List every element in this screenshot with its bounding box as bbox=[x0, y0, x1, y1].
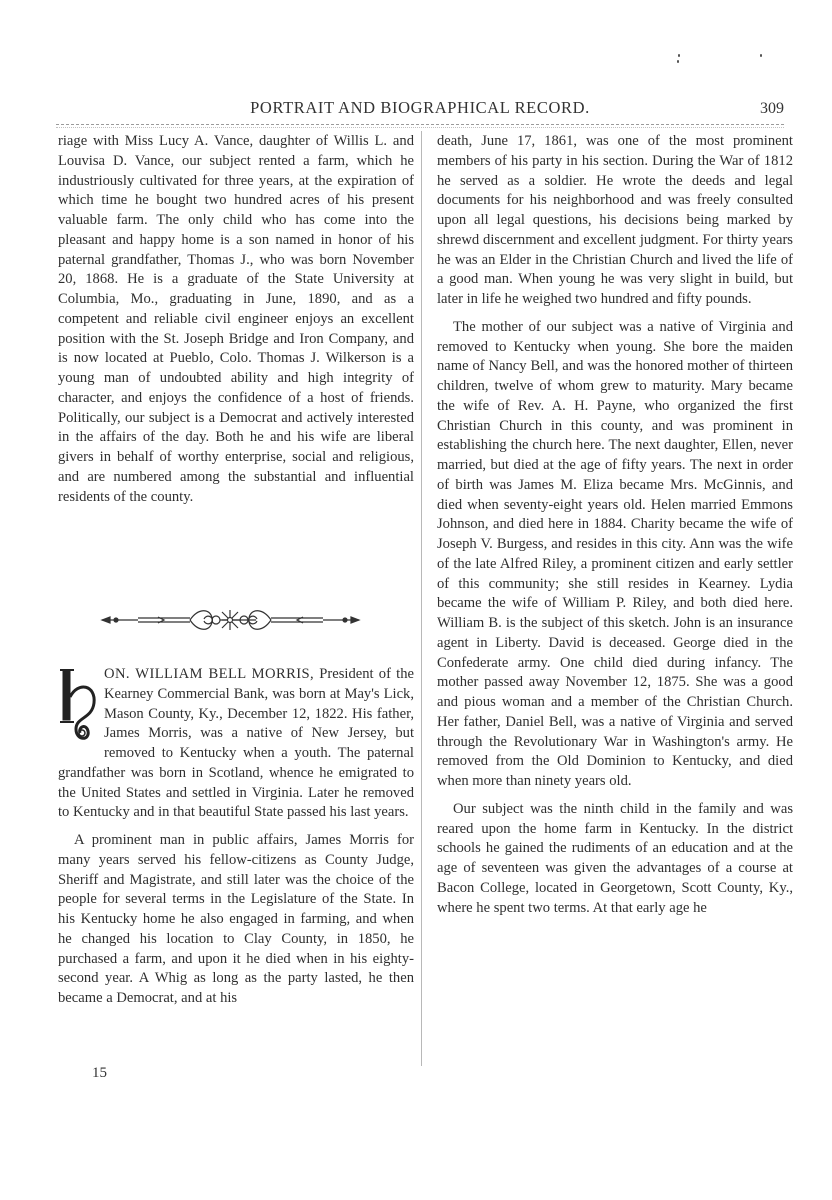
print-speck bbox=[677, 60, 679, 63]
paragraph: The mother of our subject was a native of Virginia and removed to Kentucky when young. She bore the maiden name of Nancy Bell, and was the honored mother of thirteen children, twelve of whom grew to maturity. Mary became the wife of Rev. A. H. Payne, who organized the first Christian Church in this county, and was prominent in establishing the church here. The next daughter, Ellen, never married, but died at the age of fifty years. The next in order of birth was James M. Eliza became Mrs. McGinnis, and died when seventy-eight years old. Helen married Emmons Johnson, and died here in 1884. Charity became the wife of Joseph V. Burgess, and resides in this city. Ann was the wife of the late Alfred Riley, a prominent citizen and early settler of this community; she still resides in Kearney. Lydia became the wife of William P. Riley, and both died here. William B. is the subject of this sketch. John is an insurance agent in Liberty. David is deceased. George died in the Confederate army. One child died during infancy. The mother passed away November 12, 1875. She was a good and pious woman and a member of the Christian Church. Her father, Daniel Bell, was a native of Virginia and served through the Revolutionary War in Washington's army. He removed from the Old Dominion to Kentucky, and died when more than ninety years old. bbox=[437, 318, 793, 789]
print-speck bbox=[760, 54, 762, 57]
header-rule-secondary bbox=[56, 127, 784, 128]
ornament-divider-icon bbox=[98, 600, 363, 640]
running-head: PORTRAIT AND BIOGRAPHICAL RECORD. bbox=[250, 98, 590, 117]
biography-intro-text: President of the Kearney Commercial Bank, was born at May's Lick, Mason County, Ky., December 12, 1822. His father, James Morris, was a native of New Jersey, but removed to Kentucky when a youth. The paternal grandfather was born in Scotland, whence he emigrated to the United States and settled in Virginia. Later he removed to Kentucky and in that beautiful State passed his last years. bbox=[58, 666, 415, 821]
print-speck bbox=[678, 54, 680, 57]
biography-subject-name: ON. WILLIAM BELL MORRIS, bbox=[104, 666, 315, 682]
right-column bbox=[437, 132, 793, 918]
paragraph: A prominent man in public affairs, James Morris for many years served his fellow-citizens as County Judge, Sheriff and Magistrate, and still later was the choice of the people for several terms in the Legislature of the State. In his Kentucky home he also engaged in farming, and when he changed his location to Clay County, in 1850, he purchased a farm, and upon it he died when in his eighty-second year. A Whig as long as the party lasted, he then became a Democrat, and at his bbox=[58, 832, 414, 1006]
page-number: 309 bbox=[760, 100, 784, 117]
paragraph-continued: riage with Miss Lucy A. Vance, daughter of Willis L. and Louvisa D. Vance, our subject rented a farm, which he industriously cultivated for three years, at the expiration of which time he bought two hundred acres of his present valuable farm. The only child who has come into the pleasant and happy home is a son named in honor of his paternal grandfather, Thomas J., who was born November 20, 1868. He is a graduate of the State University at Columbia, Mo., graduating in June, 1890, and as a competent and reliable civil engineer enjoys an excellent position with the St. Joseph Bridge and Iron Company, and is now located at Pueblo, Colo. Thomas J. Wilkerson is a young man of undoubted ability and high integrity of character, and enjoys the confidence of a host of friends. Politically, our subject is a Democrat and actively interested in the affairs of the day. Both he and his wife are liberal givers in behalf of worthy enterprise, social and religious, and are numbered among the substantial and influential residents of the county. bbox=[58, 133, 414, 505]
left-column bbox=[58, 132, 414, 507]
header-rule bbox=[56, 124, 784, 125]
drop-cap-h-icon bbox=[58, 667, 100, 749]
page-header bbox=[56, 98, 784, 120]
paragraph-continued: death, June 17, 1861, was one of the most prominent members of his party in his section. During the War of 1812 he served as a soldier. He wrote the deeds and legal documents for his neighborhood and was freely consulted upon all legal questions, his decisions being marked by shrewd discernment and excellent judgment. For thirty years he was an Elder in the Christian Church and lived the life of a good man. When young he was very slight in build, but later in life he weighed two hundred and fifty pounds. bbox=[437, 133, 793, 307]
paragraph: Our subject was the ninth child in the family and was reared upon the home farm in Kentucky. In the district schools he gained the rudiments of an education and at the age of seventeen was given the advantages of a course at Bacon College, located in Georgetown, Scott County, Ky., where he spent two terms. At that early age he bbox=[437, 800, 793, 916]
signature-mark: 15 bbox=[92, 1065, 107, 1081]
column-divider bbox=[421, 131, 422, 1066]
biography-intro bbox=[58, 665, 414, 1009]
